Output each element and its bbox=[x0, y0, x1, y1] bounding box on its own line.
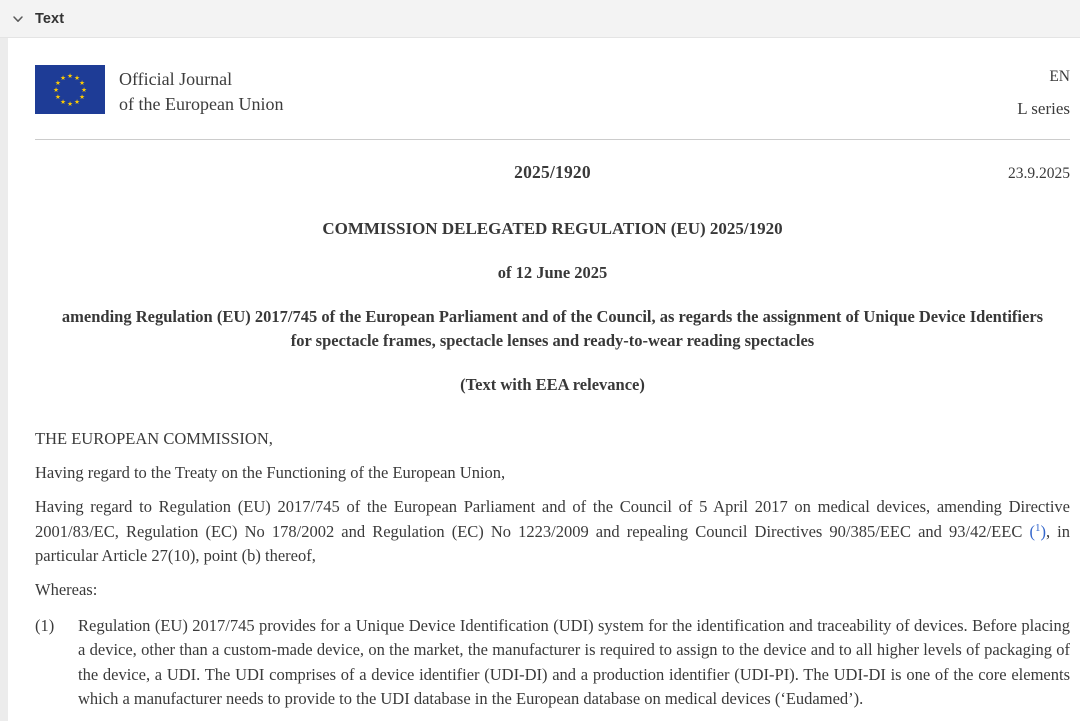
svg-text:★: ★ bbox=[79, 79, 86, 87]
eea-relevance-note: (Text with EEA relevance) bbox=[460, 375, 645, 394]
document-number: 2025/1920 bbox=[514, 162, 591, 182]
publication-date: 23.9.2025 bbox=[1008, 165, 1070, 182]
svg-text:★: ★ bbox=[54, 93, 61, 101]
svg-text:★: ★ bbox=[79, 93, 86, 101]
svg-text:★: ★ bbox=[74, 98, 80, 107]
series-label: L series bbox=[1017, 99, 1070, 118]
journal-masthead bbox=[35, 65, 1070, 119]
journal-title bbox=[119, 65, 283, 117]
footnote-number: 1 bbox=[1034, 521, 1041, 534]
svg-text:★: ★ bbox=[67, 72, 73, 80]
svg-text:★: ★ bbox=[81, 86, 87, 94]
svg-text:★: ★ bbox=[53, 86, 59, 94]
journal-title-line1: Official Journal bbox=[119, 69, 233, 89]
recital-number: (1) bbox=[35, 615, 55, 635]
eu-flag-logo bbox=[35, 65, 105, 114]
preamble-regulation-text-before: Having regard to Regulation (EU) 2017/745 of the European Parliament and of the Council of 5 April 2017 on medical devices, amending Directive 2001/83/EC, Regulation (EC) No 178/2002 and Regulation (EC) No 1223/2009 and repealing Council Directives 90/385/EEC and 93/42/EEC bbox=[35, 497, 1070, 541]
preamble-treaty-line: Having regard to the Treaty on the Functioning of the European Union, bbox=[35, 463, 506, 482]
svg-text:★: ★ bbox=[54, 79, 61, 87]
text-section-header[interactable] bbox=[0, 0, 1080, 38]
footnote-1-link[interactable] bbox=[1029, 522, 1046, 541]
footnote-paren-close: ) bbox=[1040, 521, 1046, 541]
preamble-regulation-line bbox=[35, 495, 1070, 569]
recital-text: Regulation (EU) 2017/745 provides for a Unique Device Identification (UDI) system for the identification and traceability of devices. Before placing a device, other than a custom-made device, on the market, the manufacturer is required to assign to the device and to all higher levels of packaging of the device, a UDI. The UDI comprises of a device identifier (UDI-DI) and a production identifier (UDI-PI). The UDI-DI is one of the core elements which a manufacturer needs to provide to the UDI database in the European database on medical devices (‘Eudamed’). bbox=[78, 615, 1070, 708]
svg-text:★: ★ bbox=[60, 73, 66, 82]
regulation-subject: amending Regulation (EU) 2017/745 of the European Parliament and of the Council, as regards the assignment of Unique Device Identifiers for spectacle frames, spectacle lenses and ready-to-wear reading spectacles bbox=[61, 307, 1044, 350]
language-code: EN bbox=[1049, 68, 1070, 85]
svg-text:★: ★ bbox=[67, 100, 73, 108]
docket-row bbox=[35, 162, 1070, 184]
document-page bbox=[8, 38, 1080, 721]
masthead-divider bbox=[35, 139, 1070, 140]
svg-text:★: ★ bbox=[74, 73, 80, 82]
recital-item bbox=[35, 614, 1070, 712]
footnote-paren-open: ( bbox=[1029, 521, 1035, 541]
preamble-regulation-text-after: , in particular Article 27(10), point (b) thereof, bbox=[35, 521, 1071, 565]
whereas-line: Whereas: bbox=[35, 580, 98, 599]
svg-text:★: ★ bbox=[60, 98, 66, 107]
text-section-label: Text bbox=[35, 10, 65, 27]
journal-title-line2: of the European Union bbox=[119, 94, 284, 114]
regulation-title: COMMISSION DELEGATED REGULATION (EU) 2025/1920 bbox=[322, 219, 783, 238]
preamble-commission-line: THE EUROPEAN COMMISSION, bbox=[35, 429, 273, 448]
regulation-date-line: of 12 June 2025 bbox=[497, 263, 608, 282]
chevron-down-icon[interactable] bbox=[12, 13, 24, 25]
